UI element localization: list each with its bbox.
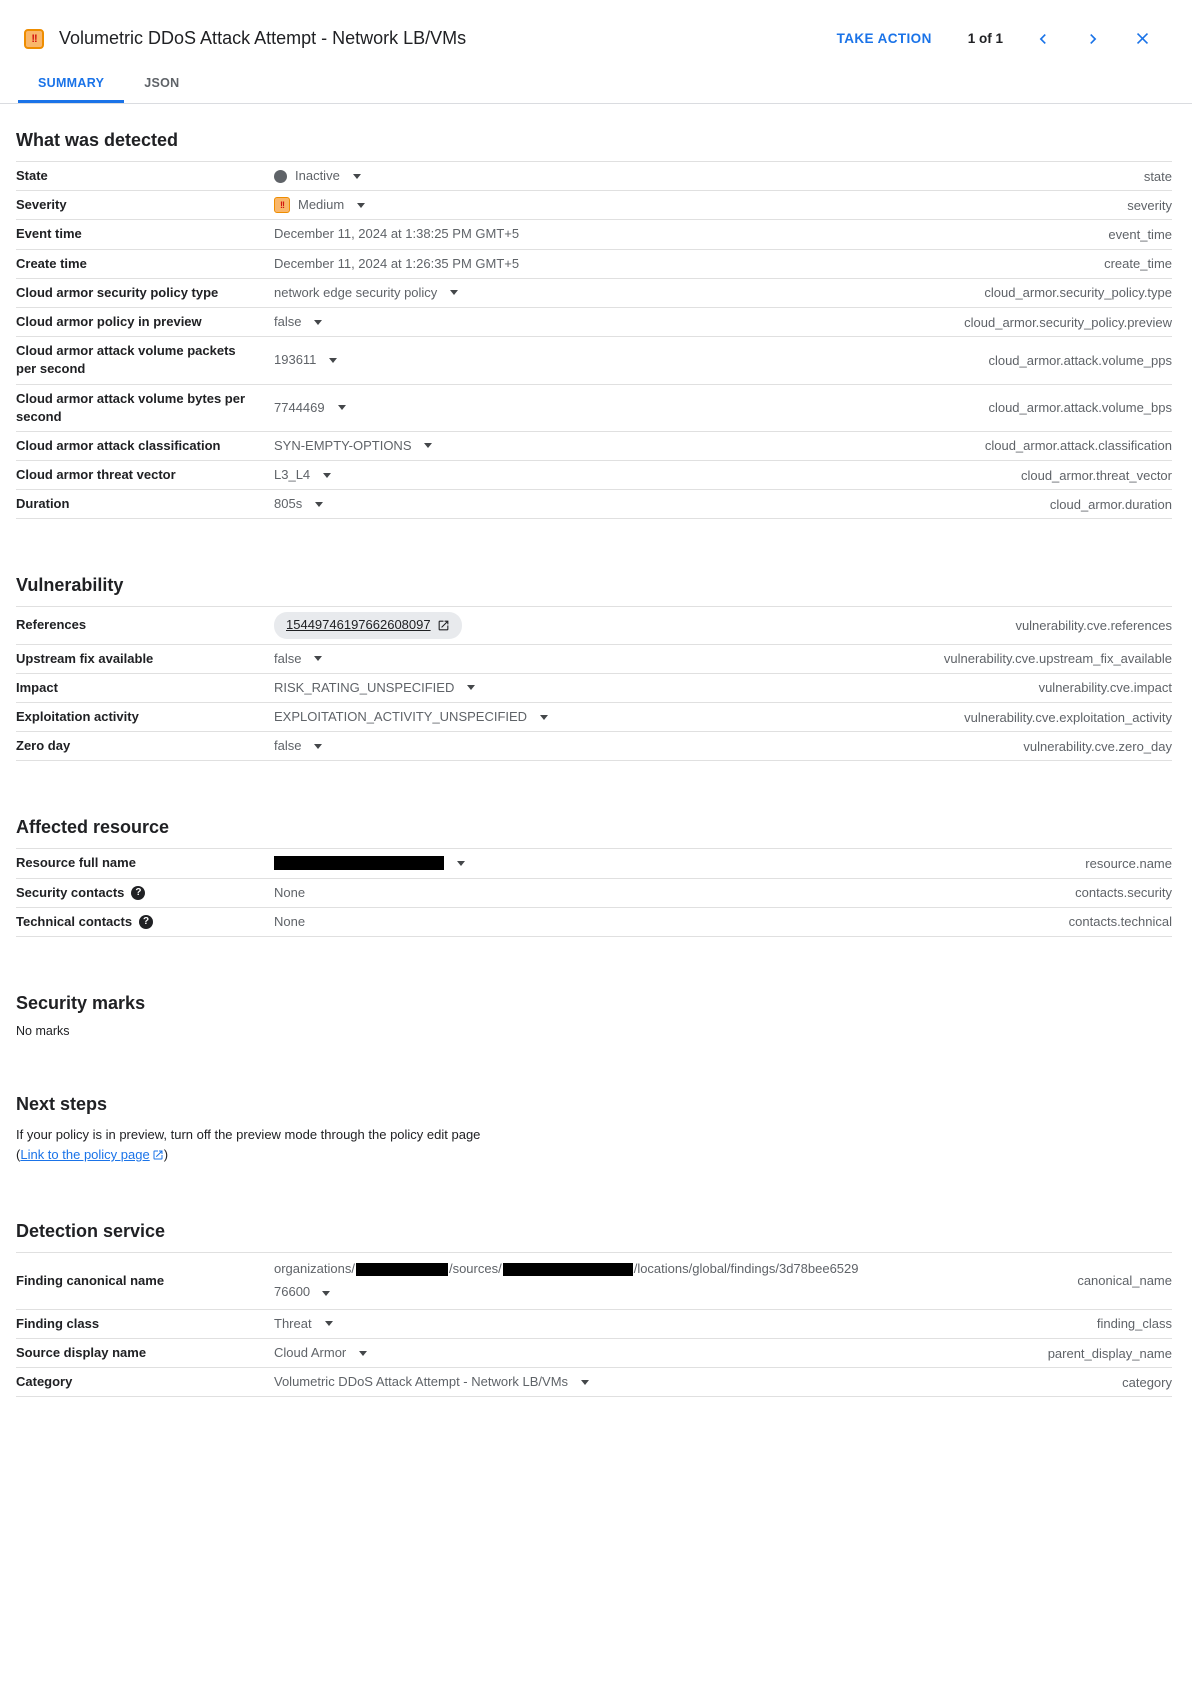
chevron-down-icon[interactable] (314, 656, 322, 661)
field-label: Cloud armor attack volume packets per second (16, 343, 236, 377)
table-row (16, 1339, 1172, 1368)
value-text: SYN-EMPTY-OPTIONS (274, 437, 412, 453)
table-row (16, 1310, 1172, 1339)
security-contacts-value: None (274, 884, 306, 900)
volume-bps-value (274, 399, 988, 417)
table-row (16, 879, 1172, 908)
chevron-down-icon[interactable] (540, 715, 548, 720)
reference-id: 15449746197662608097 (286, 617, 431, 633)
chevron-down-icon[interactable] (325, 1321, 333, 1326)
severity-value (274, 196, 1127, 214)
table-row (16, 607, 1172, 644)
chevron-down-icon[interactable] (450, 290, 458, 295)
tab-json[interactable]: JSON (124, 65, 199, 103)
impact-value (274, 679, 1039, 697)
attribute-key: contacts.security (1075, 885, 1172, 901)
field-label: Finding class (16, 1315, 100, 1331)
chevron-down-icon[interactable] (323, 473, 331, 478)
canonical-name-part3: /locations/global/findings/3d78bee652976600 (274, 1261, 859, 1299)
section-heading-affected-resource: Affected resource (16, 817, 170, 838)
threat-vector-value (274, 466, 1021, 484)
finding-class-value (274, 1315, 1097, 1333)
value-text: 805s (274, 496, 303, 512)
table-row (16, 432, 1172, 461)
chevron-down-icon[interactable] (467, 685, 475, 690)
chevron-down-icon[interactable] (322, 1291, 330, 1296)
section-heading-vulnerability: Vulnerability (16, 575, 124, 596)
exploitation-activity-value (274, 708, 964, 726)
field-label: Severity (16, 197, 67, 213)
security-marks-empty-text: No marks (16, 1023, 70, 1038)
field-label: Cloud armor attack classification (16, 437, 221, 453)
section-heading-detection-service: Detection service (16, 1221, 166, 1242)
canonical-name-value (274, 1258, 864, 1304)
value-text: 193611 (274, 352, 317, 368)
field-label: State (16, 168, 48, 183)
attribute-key: cloud_armor.security_policy.preview (964, 314, 1172, 330)
chevron-down-icon[interactable] (457, 861, 465, 866)
policy-preview-value (274, 313, 964, 331)
chevron-down-icon[interactable] (424, 443, 432, 448)
next-steps-text-after: ) (163, 1147, 169, 1163)
policy-page-link-text: Link to the policy page (20, 1147, 150, 1163)
take-action-button[interactable]: TAKE ACTION (831, 30, 938, 47)
attribute-key: cloud_armor.attack.volume_pps (988, 352, 1172, 368)
value-text: Threat (274, 1315, 312, 1331)
field-label: Create time (16, 255, 87, 271)
attribute-key: canonical_name (1077, 1273, 1172, 1289)
section-heading-what-was-detected: What was detected (16, 130, 179, 150)
field-label: Duration (16, 496, 70, 512)
field-label: Cloud armor policy in preview (16, 313, 202, 329)
what-was-detected-table (16, 161, 1172, 519)
value-text: RISK_RATING_UNSPECIFIED (274, 679, 455, 695)
next-steps-text (16, 1125, 488, 1165)
field-label: Event time (16, 226, 82, 242)
attribute-key: event_time (1108, 226, 1172, 242)
attribute-key: cloud_armor.threat_vector (1020, 467, 1172, 483)
severity-medium-icon: !! (274, 197, 290, 213)
attribute-key: parent_display_name (1047, 1345, 1172, 1361)
field-label: Source display name (16, 1344, 147, 1360)
table-row (16, 1368, 1172, 1397)
attribute-key: cloud_armor.attack.volume_bps (988, 400, 1172, 416)
redacted-text (356, 1263, 448, 1276)
section-heading-security-marks: Security marks (16, 992, 146, 1013)
attribute-key: category (1122, 1374, 1172, 1390)
attribute-key: cloud_armor.duration (1049, 496, 1172, 512)
chevron-left-icon (1033, 29, 1053, 49)
open-in-new-icon (150, 1147, 164, 1162)
chevron-down-icon[interactable] (315, 502, 323, 507)
field-label: Resource full name (16, 855, 136, 871)
field-label: Cloud armor security policy type (16, 284, 219, 300)
value-text: Volumetric DDoS Attack Attempt - Network LB/VMs (274, 1374, 569, 1390)
create-time-value: December 11, 2024 at 1:26:35 PM GMT+5 (274, 255, 520, 271)
finding-header (0, 0, 1192, 65)
attribute-key: state (1143, 168, 1172, 184)
value-text: L3_L4 (274, 467, 311, 483)
redacted-text (503, 1263, 633, 1276)
table-row (16, 250, 1172, 279)
attribute-key: contacts.technical (1068, 914, 1172, 930)
affected-resource-table (16, 848, 1172, 937)
table-row (16, 674, 1172, 703)
section-heading-next-steps: Next steps (16, 1093, 108, 1114)
source-display-name-value (274, 1344, 1048, 1362)
references-value (274, 612, 1015, 638)
field-label: Zero day (16, 738, 71, 754)
field-label: References (16, 617, 87, 633)
chevron-down-icon[interactable] (314, 744, 322, 749)
attribute-key: finding_class (1096, 1316, 1172, 1332)
value-text: false (274, 738, 302, 754)
duration-value (274, 495, 1050, 513)
canonical-name-part2: /sources/ (448, 1261, 502, 1277)
attribute-key: create_time (1104, 256, 1172, 272)
label-text: Security contacts (16, 884, 125, 900)
attribute-key: cloud_armor.security_policy.type (984, 285, 1172, 301)
value-text: network edge security policy (274, 284, 438, 300)
value-text: 7744469 (274, 399, 325, 415)
value-text: false (274, 650, 302, 666)
field-label: Exploitation activity (16, 709, 139, 724)
vulnerability-table (16, 606, 1172, 761)
attribute-key: severity (1127, 197, 1172, 213)
table-row (16, 279, 1172, 308)
chevron-down-icon[interactable] (338, 405, 346, 410)
chevron-down-icon[interactable] (329, 358, 337, 363)
attribute-key: vulnerability.cve.exploitation_activity (964, 709, 1172, 725)
table-row (16, 220, 1172, 249)
field-label: Upstream fix available (16, 650, 154, 666)
resource-name-value (274, 856, 1085, 870)
chevron-down-icon[interactable] (357, 203, 365, 208)
canonical-name-part1: organizations/ (274, 1261, 355, 1277)
redacted-text (274, 856, 444, 870)
table-row (16, 308, 1172, 337)
field-label: Cloud armor attack volume bytes per second (16, 390, 246, 424)
table-row (16, 490, 1172, 519)
policy-page-link[interactable] (20, 1147, 163, 1162)
value-text: false (274, 313, 302, 329)
zero-day-value (274, 737, 1023, 755)
tab-bar (0, 65, 1192, 104)
summary-panel (0, 130, 1192, 1397)
field-label (16, 913, 274, 931)
attribute-key: vulnerability.cve.references (1015, 618, 1172, 634)
attribute-key: vulnerability.cve.impact (1038, 680, 1172, 696)
help-icon[interactable]: ? (131, 886, 145, 900)
table-row (16, 461, 1172, 490)
page-title: Volumetric DDoS Attack Attempt - Network LB/VMs (59, 28, 467, 48)
pagination-counter: 1 of 1 (967, 31, 1003, 46)
field-label: Category (16, 1374, 73, 1390)
field-label: Finding canonical name (16, 1272, 165, 1288)
close-icon (1133, 29, 1152, 48)
technical-contacts-value: None (274, 913, 306, 929)
header-actions (831, 29, 1152, 49)
volume-pps-value (274, 351, 988, 369)
help-icon[interactable]: ? (139, 915, 153, 929)
severity-medium-icon: !! (24, 29, 44, 49)
chevron-down-icon[interactable] (353, 174, 361, 179)
next-steps-text-before: If your policy is in preview, turn off the preview mode through the policy edit page ( (16, 1126, 481, 1163)
table-row (16, 849, 1172, 878)
upstream-fix-value (274, 650, 944, 668)
value-text: EXPLOITATION_ACTIVITY_UNSPECIFIED (274, 709, 528, 724)
table-row (16, 908, 1172, 937)
field-label (16, 884, 274, 902)
chevron-down-icon[interactable] (314, 320, 322, 325)
table-row (16, 385, 1172, 432)
table-row (16, 1253, 1172, 1310)
value-text: Cloud Armor (274, 1344, 347, 1360)
value-text: Inactive (295, 168, 340, 183)
attribute-key: cloud_armor.attack.classification (984, 438, 1172, 454)
state-value (274, 167, 1144, 185)
label-text: Technical contacts (16, 913, 133, 929)
field-label: Cloud armor threat vector (16, 467, 176, 483)
table-row (16, 703, 1172, 732)
attribute-key: vulnerability.cve.zero_day (1023, 738, 1172, 754)
tab-summary[interactable]: SUMMARY (18, 65, 124, 103)
chevron-right-icon (1083, 29, 1103, 49)
classification-value (274, 437, 985, 455)
previous-finding-button[interactable] (1033, 29, 1053, 49)
table-row (16, 337, 1172, 384)
table-row (16, 732, 1172, 761)
table-row (16, 162, 1172, 191)
policy-type-value (274, 284, 984, 302)
event-time-value: December 11, 2024 at 1:38:25 PM GMT+5 (274, 226, 520, 242)
close-panel-button[interactable] (1133, 29, 1152, 48)
reference-chip-link[interactable] (274, 612, 462, 638)
detection-service-table (16, 1252, 1172, 1397)
value-text: Medium (298, 197, 345, 213)
field-label: Impact (16, 679, 58, 695)
open-in-new-icon (437, 619, 450, 632)
table-row (16, 191, 1172, 220)
chevron-down-icon[interactable] (359, 1351, 367, 1356)
next-finding-button[interactable] (1083, 29, 1103, 49)
attribute-key: resource.name (1085, 855, 1172, 871)
chevron-down-icon[interactable] (581, 1380, 589, 1385)
attribute-key: vulnerability.cve.upstream_fix_available (943, 651, 1172, 667)
category-value (274, 1373, 1122, 1391)
state-inactive-icon (274, 170, 287, 183)
table-row (16, 645, 1172, 674)
